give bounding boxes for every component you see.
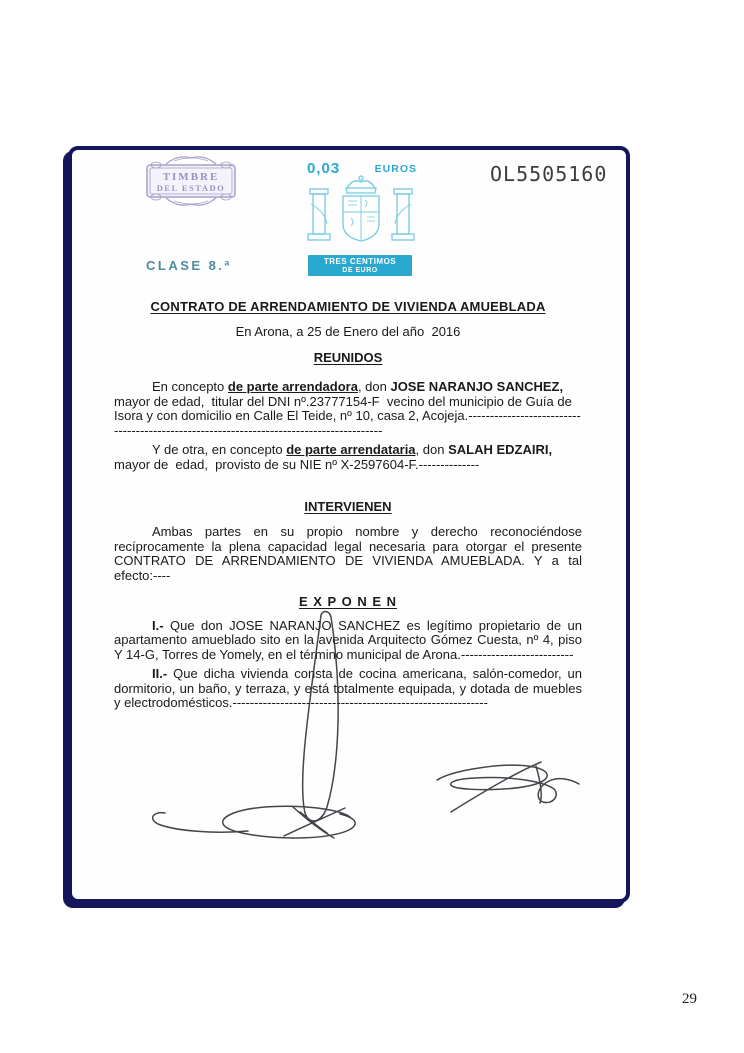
timbre-del-estado-stamp bbox=[134, 152, 248, 210]
heading-intervienen: INTERVIENEN bbox=[304, 499, 392, 514]
fiscal-stamp bbox=[305, 160, 417, 282]
timbre-line1: TIMBRE bbox=[162, 171, 220, 183]
p5-numeral: II.- bbox=[152, 666, 168, 681]
contract-text bbox=[114, 299, 586, 711]
p4-numeral: I.- bbox=[152, 617, 164, 633]
band-text-line2: DE EURO bbox=[342, 267, 378, 274]
date-line: En Arona, a 25 de Enero del año 2016 bbox=[235, 324, 461, 339]
paragraph-arrendataria bbox=[114, 443, 582, 472]
band-text-line1: TRES CENTIMOS bbox=[323, 257, 397, 266]
paragraph-exponen-1 bbox=[114, 617, 586, 663]
paragraph-arrendadora bbox=[114, 380, 582, 438]
paragraph-intervienen: Ambas partes en su propio nombre y derecho reconociéndose recíprocamente la plena capacidad legal necesaria para otorgar el presente CONTRATO DE ARRENDAMIENTO DE VIVIENDA AMUEBLADA. Y a tal efecto:---- bbox=[114, 524, 586, 583]
p2-rest: mayor de edad, provisto de su NIE nº X-2597604-F.-------------- bbox=[114, 442, 560, 472]
contract-title: CONTRATO DE ARRENDAMIENTO DE VIVIENDA AMUEBLADA bbox=[150, 299, 546, 314]
page-number: 29 bbox=[682, 991, 697, 1007]
paragraph-exponen-2 bbox=[114, 666, 586, 711]
p2-lead: Y de otra, en concepto bbox=[152, 442, 287, 457]
p1-lead: En concepto bbox=[152, 379, 228, 394]
heading-exponen: E X P O N E N bbox=[298, 594, 397, 609]
timbre-line2: DEL ESTADO bbox=[156, 183, 226, 193]
coat-of-arms-icon bbox=[305, 174, 417, 260]
clase-label: CLASE 8.ª bbox=[146, 258, 232, 273]
p4-text: Que don JOSE NARANJO SANCHEZ es legítimo propietario de un apartamento amueblado sito en la avenida Arquitecto Gómez Cuesta, nº 4, piso Y 14-G, Torres de Yomely, en el término municipal de Arona.-------------------------- bbox=[114, 617, 586, 662]
stamp-currency: EUROS bbox=[374, 163, 417, 175]
p1-landlord-name: JOSE NARANJO SANCHEZ, bbox=[390, 379, 564, 394]
p2-tenant-name: SALAH EDZAIRI, bbox=[448, 442, 553, 457]
p1-emphasis: de parte arrendadora bbox=[227, 379, 358, 394]
p1-rest: mayor de edad, titular del DNI nº.23777154-F vecino del municipio de Guía de Isora y con domicilio en Calle El Teide, nº 10, casa 2, Acojeja.---------------------------------------------------------------------------------------- bbox=[114, 379, 581, 438]
document-border bbox=[68, 146, 630, 903]
p5-text: Que dicha vivienda consta de cocina americana, salón-comedor, un dormitorio, un baño, y terraza, y está totalmente equipada, y dotada de muebles y electrodomésticos.----------------------------------------------------------- bbox=[114, 666, 586, 710]
p2-emphasis: de parte arrendataria bbox=[286, 442, 416, 457]
stamp-value: 0,03 bbox=[307, 160, 341, 177]
p2-mid: , don bbox=[415, 442, 449, 457]
heading-reunidos: REUNIDOS bbox=[313, 350, 383, 365]
tax-band bbox=[308, 255, 412, 276]
stamp-serial-number: OL5505160 bbox=[490, 162, 608, 186]
p1-mid: , don bbox=[357, 379, 391, 394]
